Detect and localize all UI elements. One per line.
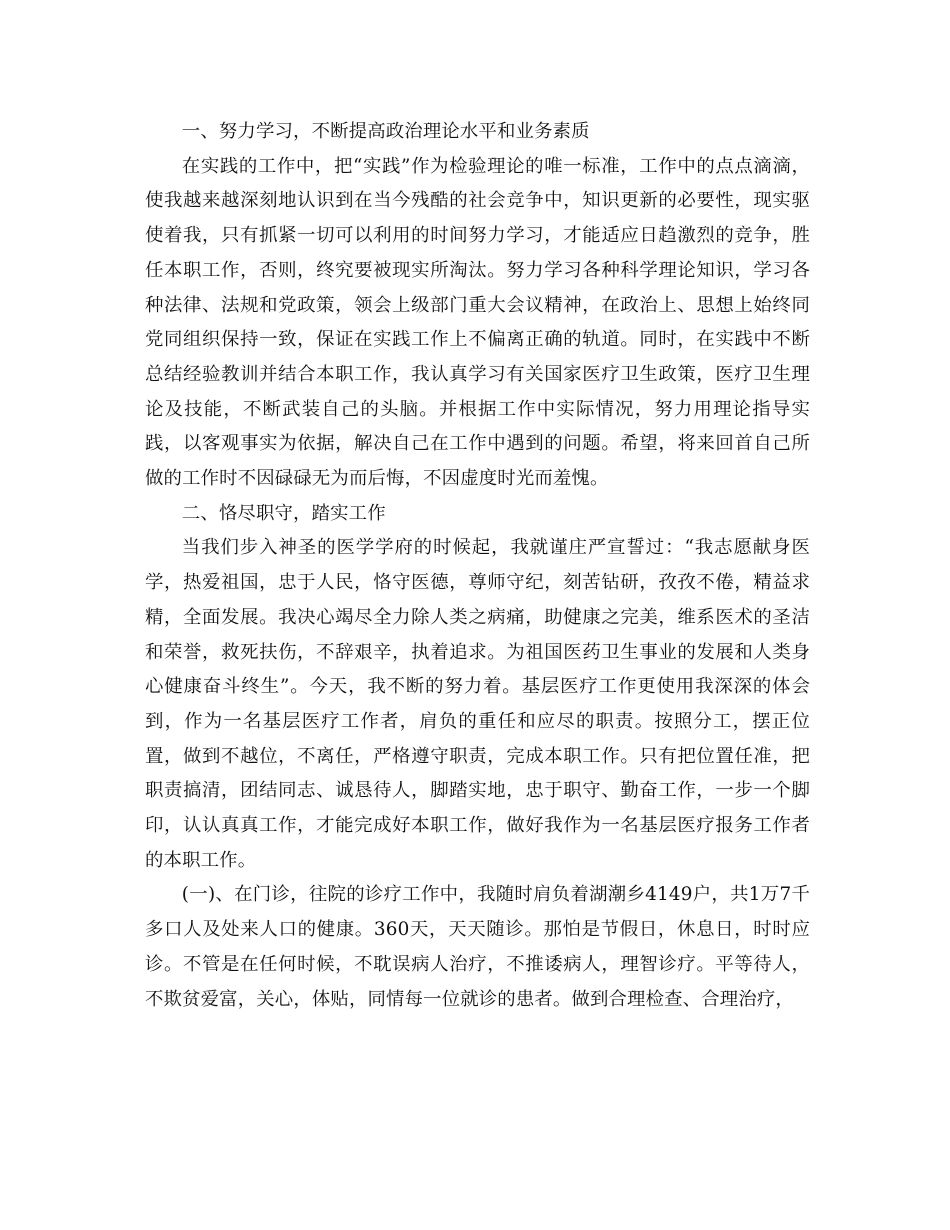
paragraph-clinic: (一)、在门诊，往院的诊疗工作中，我随时肩负着湖潮乡4149户，共1万7千多口人及处来人口的健康。360天，天天随诊。那怕是节假日，休息日，时时应诊。不管是在任何时候，不耽误病人治疗，不推诿病人，理智诊疗。平等待人，不欺贫爱富，关心，体贴，同情每一位就诊的患者。做到合理检查、合理治疗， [145, 884, 810, 1010]
document-body [145, 115, 810, 1017]
paragraph-duty: 当我们步入神圣的医学学府的时候起，我就谨庄严宣誓过：“我志愿献身医学，热爱祖国，忠于人民，恪守医德，尊师守纪，刻苦钻研，孜孜不倦，精益求精，全面发展。我决心竭尽全力除人类之病痛，助健康之完美，维系医术的圣洁和荣誉，救死扶伤，不辞艰辛，执着追求。为祖国医药卫生事业的发展和人类身心健康奋斗终生”。今天，我不断的努力着。基层医疗工作更使用我深深的体会到，作为一名基层医疗工作者，肩负的重任和应尽的职责。按照分工，摆正位置，做到不越位，不离任，严格遵守职责，完成本职工作。只有把位置任准，把职责搞清，团结同志、诚恳待人，脚踏实地，忠于职守、勤奋工作，一步一个脚印，认认真真工作，才能完成好本职工作，做好我作为一名基层医疗报务工作者的本职工作。 [145, 537, 810, 871]
section-heading-duty: 二、恪尽职守，踏实工作 [181, 502, 386, 524]
paragraph-study: 在实践的工作中，把“实践”作为检验理论的唯一标准，工作中的点点滴滴，使我越来越深刻地认识到在当今残酷的社会竞争中，知识更新的必要性，现实驱使着我，只有抓紧一切可以利用的时间努力学习，才能适应日趋激烈的竞争，胜任本职工作，否则，终究要被现实所淘汰。努力学习各种科学理论知识，学习各种法律、法规和党政策，领会上级部门重大会议精神，在政治上、思想上始终同党同组织保持一致，保证在实践工作上不偏离正确的轨道。同时，在实践中不断总结经验教训并结合本职工作，我认真学习有关国家医疗卫生政策，医疗卫生理论及技能，不断武装自己的头脑。并根据工作中实际情况，努力用理论指导实践，以客观事实为依据，解决自己在工作中遇到的问题。希望，将来回首自己所做的工作时不因碌碌无为而后悔，不因虚度时光而羞愧。 [145, 155, 810, 490]
section-heading-study: 一、努力学习，不断提高政治理论水平和业务素质 [181, 121, 590, 142]
